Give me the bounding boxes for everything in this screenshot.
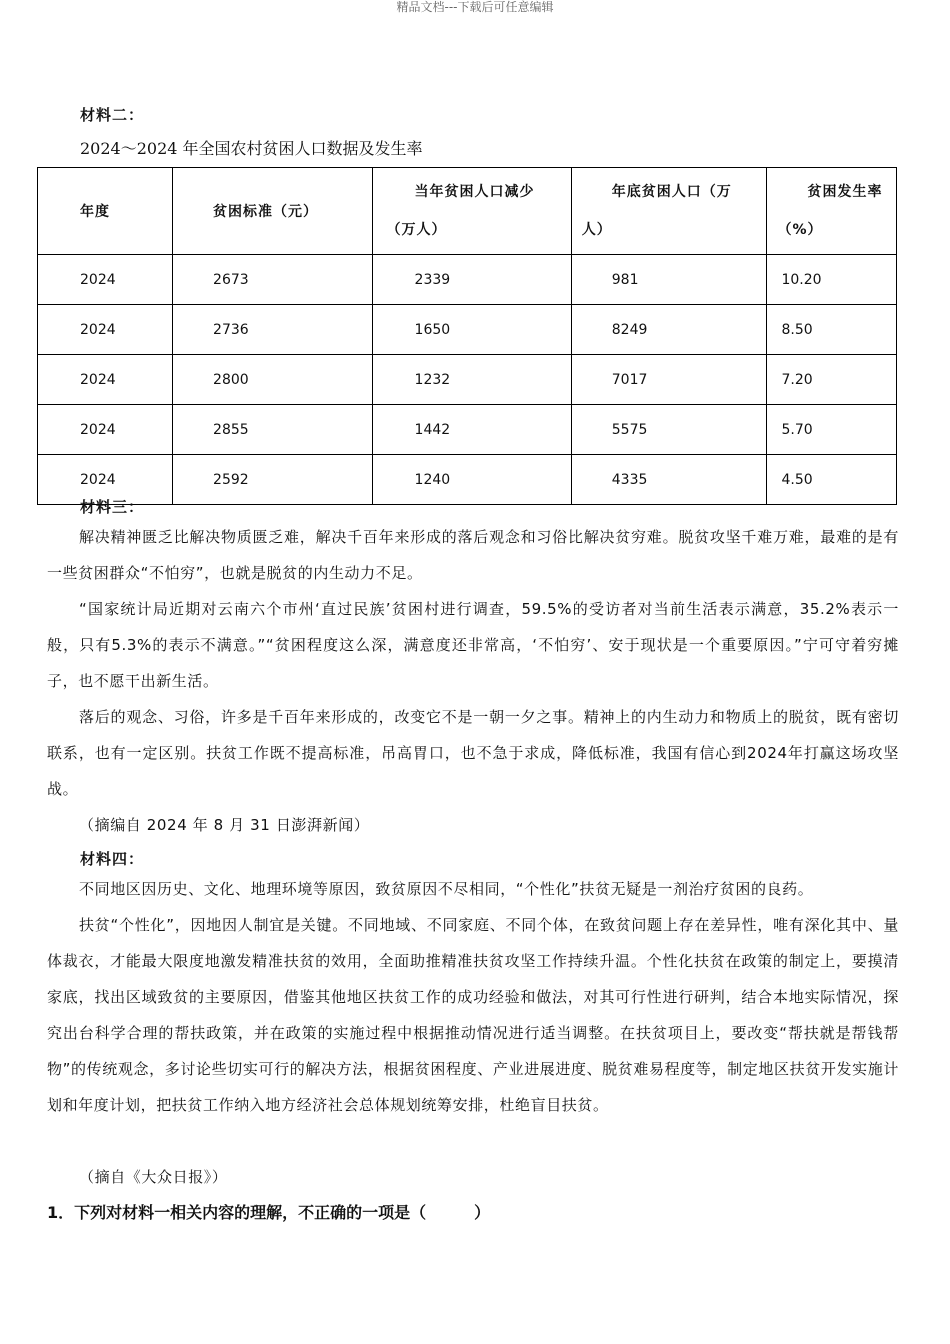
- material3-source: （摘编自 2024 年 8 月 31 日澎湃新闻）: [79, 816, 370, 834]
- table-row: [38, 405, 897, 455]
- cell-remaining: 981: [571, 255, 767, 305]
- table-title: 2024～2024 年全国农村贫困人口数据及发生率: [80, 139, 423, 158]
- cell-reduction: 1650: [372, 305, 571, 355]
- cell-standard: 2592: [173, 455, 373, 505]
- cell-reduction: 1240: [372, 455, 571, 505]
- table-row: [38, 355, 897, 405]
- cell-year: 2024: [38, 305, 173, 355]
- column-header-standard: 贫困标准（元）: [173, 168, 373, 255]
- material2-heading: 材料二：: [80, 106, 145, 124]
- material3-paragraph-3: 落后的观念、习俗，许多是千百年来形成的，改变它不是一朝一夕之事。精神上的内生动力和物质上的脱贫，既有密切联系，也有一定区别。扶贫工作既不提高标准，吊高胃口，也不急于求成，降低标准，我国有信心到2024年打赢这场攻坚战。: [47, 708, 899, 798]
- cell-rate: 10.20: [767, 255, 897, 305]
- cell-year: 2024: [38, 405, 173, 455]
- cell-reduction: 1232: [372, 355, 571, 405]
- cell-remaining: 7017: [571, 355, 767, 405]
- cell-remaining: 8249: [571, 305, 767, 355]
- cell-rate: 7.20: [767, 355, 897, 405]
- column-header-reduction: 当年贫困人口减少 （万人）: [372, 168, 571, 255]
- cell-reduction: 2339: [372, 255, 571, 305]
- material3-paragraph-1: 解决精神匮乏比解决物质匮乏难，解决千百年来形成的落后观念和习俗比解决贫穷难。脱贫攻坚千难万难，最难的是有一些贫困群众“不怕穷”，也就是脱贫的内生动力不足。: [47, 528, 899, 582]
- material4-heading: 材料四：: [80, 850, 145, 868]
- poverty-data-table: [37, 167, 897, 505]
- column-header-remaining: 年底贫困人口（万 人）: [571, 168, 767, 255]
- table-row: [38, 455, 897, 505]
- cell-rate: 4.50: [767, 455, 897, 505]
- table-row: [38, 305, 897, 355]
- cell-remaining: 4335: [571, 455, 767, 505]
- cell-standard: 2673: [173, 255, 373, 305]
- material4-paragraph-1: 不同地区因历史、文化、地理环境等原因，致贫原因不尽相同，“个性化”扶贫无疑是一剂治疗贫困的良药。: [79, 880, 814, 898]
- cell-reduction: 1442: [372, 405, 571, 455]
- cell-remaining: 5575: [571, 405, 767, 455]
- question-1: 1．下列对材料一相关内容的理解，不正确的一项是（ ）: [47, 1203, 491, 1222]
- column-header-year: 年度: [38, 168, 173, 255]
- material4-source: （摘自《大众日报》）: [79, 1168, 228, 1186]
- header-note: 精品文档---下载后可任意编辑: [396, 0, 554, 14]
- column-header-rate: 贫困发生率 （%）: [767, 168, 897, 255]
- cell-year: 2024: [38, 355, 173, 405]
- cell-rate: 8.50: [767, 305, 897, 355]
- cell-year: 2024: [38, 255, 173, 305]
- material4-paragraph-2: 扶贫“个性化”，因地因人制宜是关键。不同地域、不同家庭、不同个体，在致贫问题上存在差异性，唯有深化其中、量体裁衣，才能最大限度地激发精准扶贫的效用，全面助推精准扶贫攻坚工作持续升温。个性化扶贫在政策的制定上，要摸清家底，找出区域致贫的主要原因，借鉴其他地区扶贫工作的成功经验和做法，对其可行性进行研判，结合本地实际情况，探究出台科学合理的帮扶政策，并在政策的实施过程中根据推动情况进行适当调整。在扶贫项目上，要改变“帮扶就是帮钱帮物”的传统观念，多讨论些切实可行的解决方法，根据贫困程度、产业进展进度、脱贫难易程度等，制定地区扶贫开发实施计划和年度计划，把扶贫工作纳入地方经济社会总体规划统筹安排，杜绝盲目扶贫。: [47, 916, 899, 1114]
- cell-standard: 2736: [173, 305, 373, 355]
- table-header-row: [38, 168, 897, 255]
- cell-standard: 2800: [173, 355, 373, 405]
- table-row: [38, 255, 897, 305]
- cell-rate: 5.70: [767, 405, 897, 455]
- material3-heading: 材料三：: [80, 498, 145, 516]
- cell-standard: 2855: [173, 405, 373, 455]
- material3-paragraph-2: “国家统计局近期对云南六个市州‘直过民族’贫困村进行调查，59.5%的受访者对当前生活表示满意，35.2%表示一般，只有5.3%的表示不满意。”“贫困程度这么深，满意度还非常高，‘不怕穷’、安于现状是一个重要原因。”宁可守着穷摊子，也不愿干出新生活。: [47, 600, 899, 690]
- cell-year: 2024: [38, 455, 173, 505]
